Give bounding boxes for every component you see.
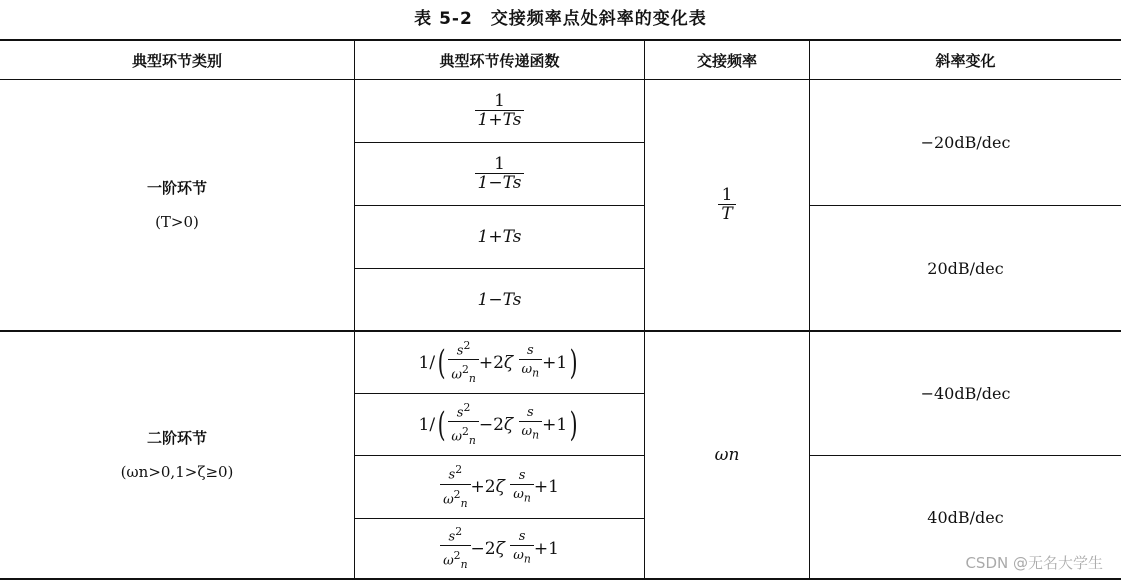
header-slope-change: 斜率变化 — [935, 51, 996, 70]
denominator: T — [718, 204, 735, 224]
second-order-name: 二阶环节 — [146, 429, 207, 447]
function-cell: 1−Ts — [477, 289, 522, 310]
numerator: $s^2$ — [448, 524, 463, 545]
first-order-category — [0, 80, 354, 330]
numerator: s — [526, 343, 534, 359]
function-cell: 1 / ( $\frac{s^2}{\omega^2_n}$ − 2 ζ $\frac{s}{\omega_n}$ + 1 ) — [355, 394, 644, 455]
denominator: $\omega_n$ — [510, 484, 534, 508]
function-cell: 1+Ts — [477, 227, 522, 247]
fraction — [510, 467, 534, 508]
second-order-category — [0, 332, 354, 578]
slope-value: 20dB/dec — [927, 258, 1004, 278]
denominator: $\omega_n$ — [510, 545, 534, 569]
header-corner-frequency: 交接频率 — [696, 51, 757, 70]
denominator: $\omega^2_n$ — [448, 359, 478, 388]
function-cell: $\frac{s^2}{\omega^2_n}$ + 2 ζ $\frac{s}{\omega_n}$ + 1 — [355, 456, 644, 518]
denominator: $\omega^2_n$ — [440, 545, 470, 574]
fraction — [519, 404, 543, 445]
fraction — [440, 461, 470, 512]
function-cell: $\frac{s^2}{\omega^2_n}$ − 2 ζ $\frac{s}{\omega_n}$ + 1 — [355, 519, 644, 578]
fraction — [510, 528, 534, 569]
numerator: $s^2$ — [456, 400, 471, 421]
denominator: $\omega^2_n$ — [448, 421, 478, 450]
header-category: 典型环节类别 — [131, 51, 222, 70]
slope-value: −40dB/dec — [920, 384, 1011, 403]
numerator: 1 — [721, 184, 733, 205]
denominator: 1−Ts — [475, 173, 525, 193]
numerator: s — [526, 405, 534, 421]
watermark: CSDN @无名大学生 — [965, 554, 1103, 572]
numerator: 1 — [494, 90, 505, 111]
table-bottom-rule — [0, 578, 1121, 580]
second-order-corner-frequency: ωn — [714, 445, 740, 465]
table-caption: 表 5-2 交接频率点处斜率的变化表 — [414, 9, 707, 29]
denominator: $\omega_n$ — [519, 421, 543, 445]
slope-value: 40dB/dec — [927, 507, 1004, 527]
numerator: $s^2$ — [456, 338, 471, 359]
first-order-name: 一阶环节 — [146, 179, 207, 197]
second-order-condition: (ωn>0,1>ζ≥0) — [120, 463, 234, 481]
denominator: 1+Ts — [475, 110, 525, 130]
numerator: 1 — [494, 153, 505, 174]
slope-value: −20dB/dec — [920, 133, 1011, 152]
denominator: $\omega^2_n$ — [440, 484, 470, 513]
fraction — [448, 337, 478, 388]
fraction — [440, 523, 470, 574]
function-cell — [355, 80, 644, 142]
fraction — [448, 399, 478, 450]
numerator: s — [518, 467, 526, 483]
numerator: s — [518, 529, 526, 545]
header-transfer-function: 典型环节传递函数 — [439, 51, 560, 70]
denominator: $\omega_n$ — [519, 359, 543, 383]
fraction — [519, 342, 543, 383]
function-cell: 1 / ( $\frac{s^2}{\omega^2_n}$ + 2 ζ $\frac{s}{\omega_n}$ + 1 ) — [355, 332, 644, 393]
first-order-corner-frequency — [645, 80, 809, 330]
first-order-condition: (T>0) — [155, 213, 199, 231]
fraction — [475, 90, 525, 130]
function-cell — [355, 143, 644, 205]
fraction — [475, 153, 525, 193]
numerator: $s^2$ — [448, 463, 463, 483]
fraction — [718, 184, 735, 224]
